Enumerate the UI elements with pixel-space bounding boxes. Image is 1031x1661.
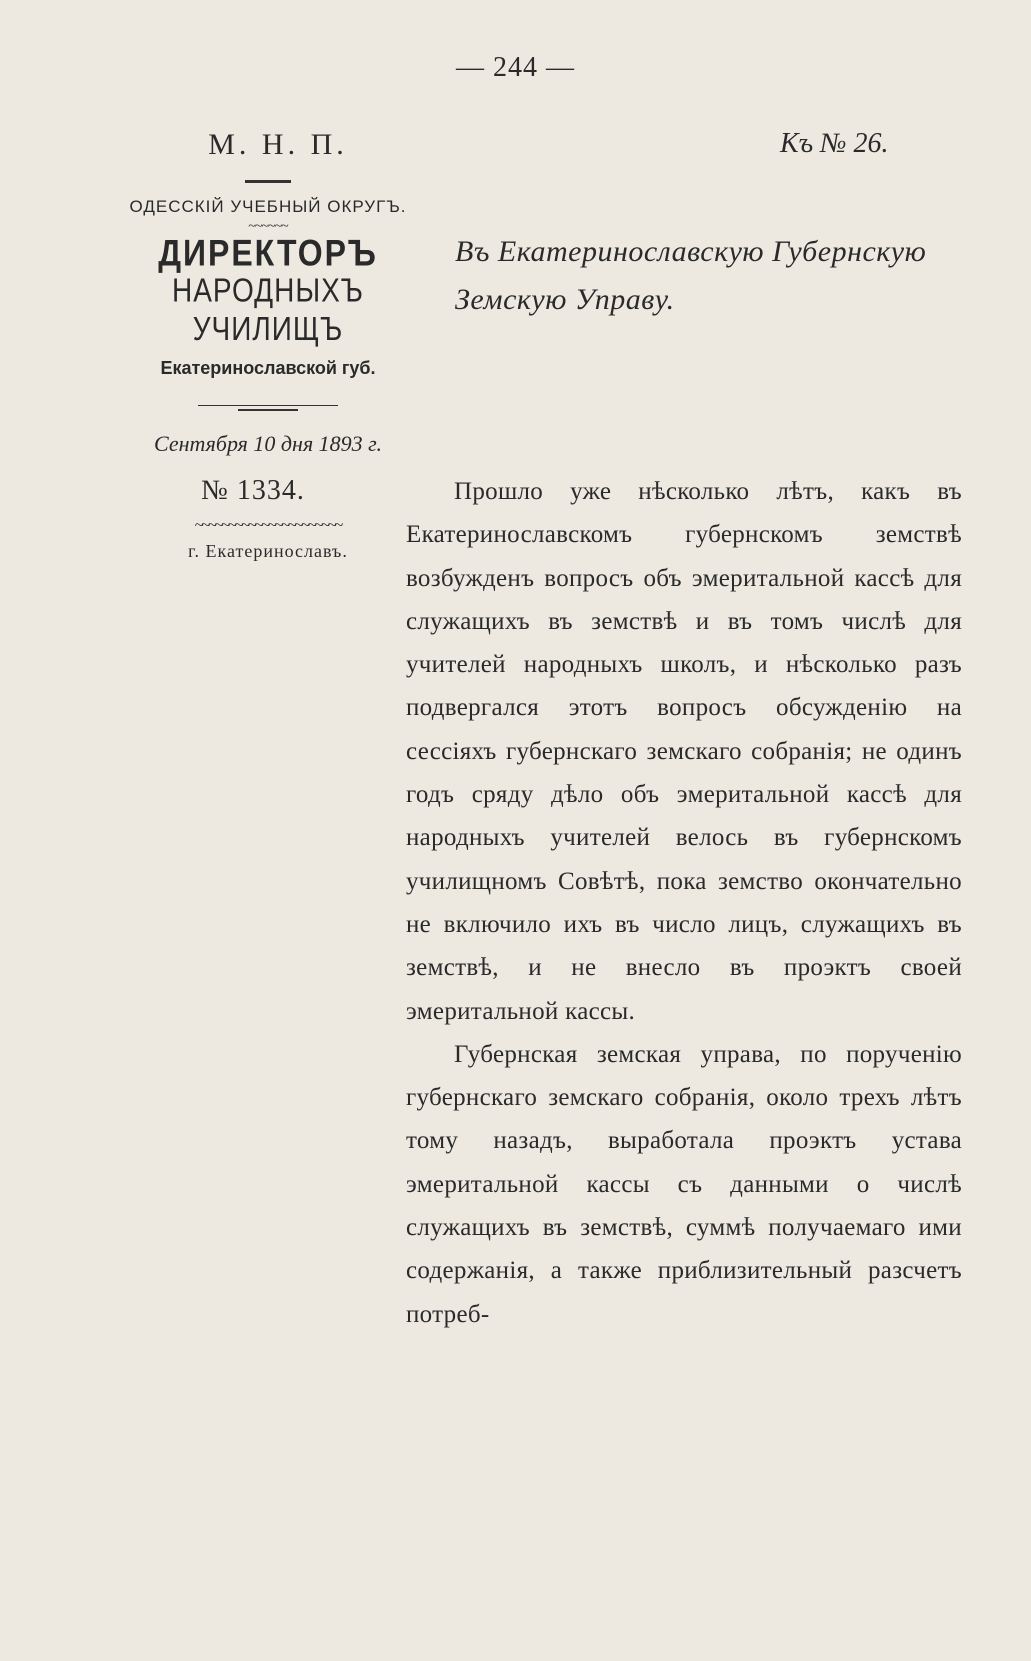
divider (198, 405, 338, 413)
letter-body (406, 470, 962, 1336)
ministry-abbreviation: М. Н. П. (208, 128, 348, 161)
divider (245, 180, 291, 183)
letterhead (118, 128, 418, 562)
school-district: ОДЕССКІЙ УЧЕБНЫЙ ОКРУГЪ. (129, 197, 407, 216)
paragraph: Прошло уже нѣсколько лѣтъ, какъ въ Екатеринославскомъ губернскомъ земствѣ возбужденъ вопросъ объ эмеритальной кассѣ для служащихъ въ земствѣ и въ томъ числѣ для учителей народныхъ школъ, и нѣсколько разъ подвергался этотъ вопросъ обсужденію на сессіяхъ губернскаго земскаго собранія; не одинъ годъ сряду дѣло объ эмеритальной кассѣ для народныхъ учителей велось въ губернскомъ училищномъ Совѣтѣ, пока земство окончательно не включило ихъ въ число лицъ, служащихъ въ земствѣ, и не внесло въ проэктъ своей эмеритальной кассы. (406, 478, 962, 1025)
page-number: — 244 — (456, 52, 575, 83)
province: Екатеринославской губ. (160, 358, 376, 378)
city: г. Екатеринославъ. (188, 541, 348, 561)
document-number: № 1334. (201, 475, 305, 506)
addressee: Въ Екатеринославскую Губернскую Земскую Управу. (455, 235, 927, 316)
letterhead-subtitle: НАРОДНЫХЪ УЧИЛИЩЪ (172, 271, 364, 348)
document-date: Сентября 10 дня 1893 г. (154, 431, 382, 456)
ornament-divider: ~~~~~~ (248, 219, 288, 234)
letterhead-title: ДИРЕКТОРЪ (158, 232, 378, 274)
paragraph: Губернская земская управа, по порученію губернскаго земскаго собранія, около трехъ лѣтъ тому назадъ, выработала проэктъ устава эмеритальной кассы съ данными о числѣ служащихъ въ земствѣ, суммѣ получаемаго ими содержанія, а также приблизительный разсчетъ потреб- (406, 1040, 962, 1328)
reference-number: Къ № 26. (780, 128, 889, 159)
ornament-divider: ~~~~~~~~~~~~~~~~~~~~~~ (194, 517, 342, 534)
